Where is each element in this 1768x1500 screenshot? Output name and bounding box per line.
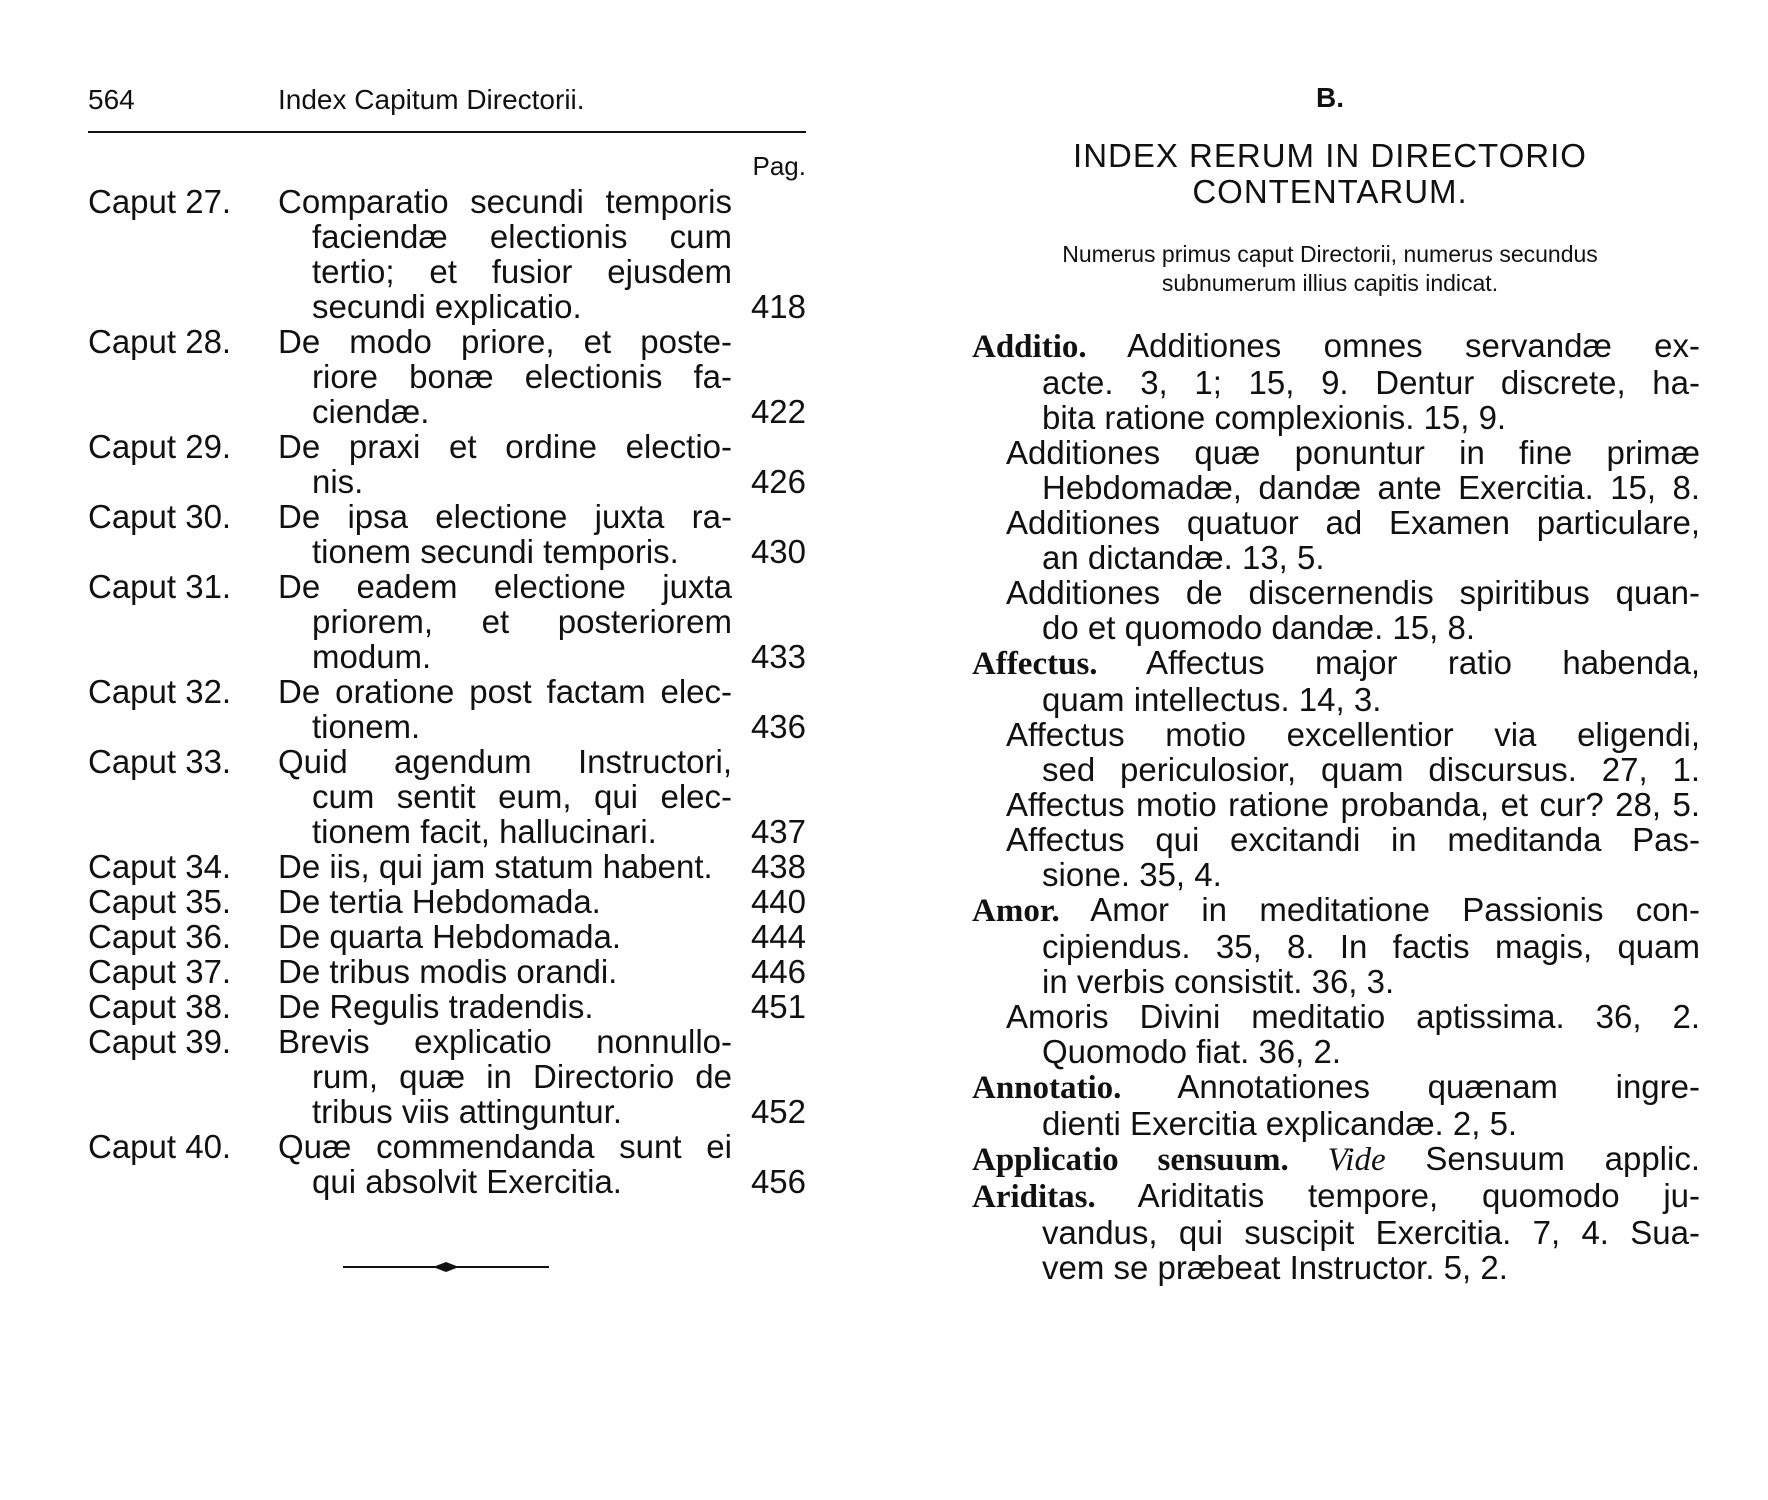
index-continuation-line [972, 365, 1700, 400]
chapter-title [278, 919, 732, 954]
index-text: Amor in meditatione Passionis con- [1059, 891, 1700, 928]
index-cross-reference-word: Vide [1288, 1142, 1386, 1178]
chapter-entry [88, 1129, 806, 1199]
chapter-title-line: qui absolvit Exercitia. [312, 1163, 622, 1200]
chapter-number: Caput 40. [88, 1128, 232, 1165]
index-text: Ariditatis tempore, quomodo ju- [1095, 1177, 1700, 1214]
chapter-number: Caput 37. [88, 953, 232, 990]
chapter-page-number: 456 [750, 1163, 806, 1200]
chapter-page-number: 446 [750, 953, 806, 990]
chapter-page-number: 444 [750, 918, 806, 955]
chapter-number: Caput 36. [88, 918, 232, 955]
chapter-number: Caput 30. [88, 498, 232, 535]
index-continuation-line [972, 610, 1700, 645]
chapter-page-number: 426 [750, 463, 806, 500]
chapter-title [278, 1024, 732, 1129]
chapter-entry [88, 1024, 806, 1129]
chapter-title [278, 184, 732, 324]
index-text: Sensuum applic. [1385, 1140, 1701, 1177]
index-entry-line [972, 1141, 1700, 1178]
index-continuation-line [972, 470, 1700, 505]
chapter-title [278, 674, 732, 744]
chapter-page-number: 451 [750, 988, 806, 1025]
chapter-title-line: tionem facit, hallucinari. [312, 813, 657, 850]
chapter-title-line: De quarta Hebdomada. [278, 918, 622, 955]
chapter-title-line: De oratione post factam elec- [278, 673, 732, 710]
index-text: vem se præbeat Instructor. 5, 2. [1042, 1249, 1508, 1286]
chapter-title-line: modum. [312, 638, 432, 675]
index-subtitle-line: Numerus primus caput Directorii, numerus secundus [1062, 241, 1598, 267]
chapter-title-line: tribus viis attinguntur. [312, 1093, 622, 1130]
chapter-entry [88, 884, 806, 919]
chapter-title-line: De eadem electione juxta [278, 568, 732, 605]
index-text: cipiendus. 35, 8. In factis magis, quam [1042, 928, 1700, 965]
chapter-page-number: 436 [750, 708, 806, 745]
chapter-number: Caput 28. [88, 323, 232, 360]
index-text: Amoris Divini meditatio aptissima. 36, 2. [1006, 998, 1700, 1035]
chapter-title-line: De tribus modis orandi. [278, 953, 618, 990]
chapter-entry [88, 184, 806, 324]
index-continuation-line [972, 787, 1700, 822]
chapter-page-number: 422 [750, 393, 806, 430]
index-text: quam intellectus. 14, 3. [1042, 681, 1382, 718]
header-rule [88, 131, 806, 133]
chapter-title-line: Brevis explicatio nonnullo- [278, 1023, 732, 1060]
subject-index-list [972, 328, 1700, 1285]
chapter-page-number: 438 [750, 848, 806, 885]
page-number: 564 [88, 84, 135, 115]
index-entry-line [972, 328, 1700, 365]
index-text: sed periculosior, quam discursus. 27, 1. [1042, 751, 1700, 788]
chapter-entry [88, 989, 806, 1024]
chapter-number: Caput 27. [88, 183, 232, 220]
chapter-title-line: priorem, et posteriorem [312, 603, 732, 640]
chapter-title-line: Quid agendum Instructori, [278, 743, 732, 780]
index-continuation-line [972, 929, 1700, 964]
index-text: Additiones quatuor ad Examen particulare, [1006, 504, 1700, 541]
chapter-entry [88, 569, 806, 674]
index-text: Additiones omnes servandæ ex- [1086, 327, 1700, 364]
index-continuation-line [972, 857, 1700, 892]
index-text: Hebdomadæ, dandæ ante Exercitia. 15, 8. [1042, 469, 1700, 506]
chapter-title-line: faciendæ electionis cum [312, 218, 732, 255]
index-headword: Affectus. [972, 646, 1098, 682]
index-entry-line [972, 645, 1700, 682]
index-headword: Annotatio. [972, 1070, 1122, 1106]
chapter-entry [88, 429, 806, 499]
chapter-page-number: 437 [750, 813, 806, 850]
index-continuation-line [972, 1250, 1700, 1285]
index-headword: Applicatio sensuum. [972, 1142, 1289, 1178]
chapter-title-line: De praxi et ordine electio- [278, 428, 732, 465]
index-text: Additiones de discernendis spiritibus quan- [1006, 574, 1700, 611]
index-text: in verbis consistit. 36, 3. [1042, 963, 1395, 1000]
chapter-title-line: Quæ commendanda sunt ei [278, 1128, 732, 1165]
chapter-title-line: De modo priore, et poste- [278, 323, 732, 360]
index-continuation-line [972, 999, 1700, 1034]
index-text: dienti Exercitia explicandæ. 2, 5. [1042, 1105, 1518, 1142]
chapter-index-list [88, 184, 806, 1199]
index-title [960, 138, 1700, 210]
index-continuation-line [972, 682, 1700, 717]
index-continuation-line [972, 505, 1700, 540]
index-text: Annotationes quænam ingre- [1121, 1068, 1700, 1105]
chapter-title-line: Comparatio secundi temporis [278, 183, 732, 220]
chapter-title [278, 429, 732, 499]
index-text: bita ratione complexionis. 15, 9. [1042, 399, 1507, 436]
chapter-title-line: De ipsa electione juxta ra- [278, 498, 732, 535]
chapter-title [278, 884, 732, 919]
chapter-title [278, 1129, 732, 1199]
chapter-entry [88, 674, 806, 744]
chapter-entry [88, 849, 806, 884]
chapter-page-number: 418 [750, 288, 806, 325]
chapter-title-line: cum sentit eum, qui elec- [312, 778, 732, 815]
chapter-number: Caput 33. [88, 743, 232, 780]
chapter-title-line: nis. [312, 463, 364, 500]
chapter-number: Caput 39. [88, 1023, 232, 1060]
index-title-line: INDEX RERUM IN DIRECTORIO [1073, 137, 1587, 174]
index-title-line: CONTENTARUM. [1192, 173, 1468, 210]
index-continuation-line [972, 435, 1700, 470]
chapter-title [278, 954, 732, 989]
chapter-title-line: tionem. [312, 708, 421, 745]
chapter-entry [88, 324, 806, 429]
index-entry-line [972, 1178, 1700, 1215]
end-ornament [343, 1260, 549, 1274]
index-text: sione. 35, 4. [1042, 856, 1222, 893]
index-continuation-line [972, 400, 1700, 435]
index-subtitle-line: subnumerum illius capitis indicat. [1161, 270, 1499, 296]
chapter-number: Caput 35. [88, 883, 232, 920]
chapter-page-number: 440 [750, 883, 806, 920]
index-text: Quomodo fiat. 36, 2. [1042, 1033, 1342, 1070]
index-continuation-line [972, 540, 1700, 575]
chapter-title-line: ciendæ. [312, 393, 430, 430]
chapter-number: Caput 34. [88, 848, 232, 885]
index-text: acte. 3, 1; 15, 9. Dentur discrete, ha- [1042, 364, 1700, 401]
index-continuation-line [972, 1034, 1700, 1069]
chapter-page-number: 433 [750, 638, 806, 675]
index-continuation-line [972, 717, 1700, 752]
chapter-title-line: De tertia Hebdomada. [278, 883, 601, 920]
chapter-title [278, 744, 732, 849]
chapter-entry [88, 499, 806, 569]
index-continuation-line [972, 752, 1700, 787]
index-continuation-line [972, 1215, 1700, 1250]
chapter-title [278, 324, 732, 429]
running-title: Index Capitum Directorii. [278, 84, 585, 115]
chapter-entry [88, 954, 806, 989]
index-text: do et quomodo dandæ. 15, 8. [1042, 609, 1475, 646]
index-continuation-line [972, 1106, 1700, 1141]
chapter-title-line: riore bonæ electionis fa- [312, 358, 732, 395]
chapter-title-line: De Regulis tradendis. [278, 988, 594, 1025]
chapter-page-number: 430 [750, 533, 806, 570]
pag-column-label: Pag. [752, 151, 806, 181]
chapter-title-line: tertio; et fusior ejusdem [312, 253, 732, 290]
index-headword: Ariditas. [972, 1179, 1096, 1215]
index-continuation-line [972, 575, 1700, 610]
index-subtitle [960, 240, 1700, 298]
index-text: Additiones quæ ponuntur in fine primæ [1006, 434, 1700, 471]
section-letter: B. [1316, 82, 1344, 113]
chapter-title-line: rum, quæ in Directorio de [312, 1058, 732, 1095]
index-text: an dictandæ. 13, 5. [1042, 539, 1325, 576]
index-text: Affectus motio excellentior via eligendi, [1006, 716, 1700, 753]
chapter-title [278, 569, 732, 674]
chapter-title-line: tionem secundi temporis. [312, 533, 679, 570]
index-text: Affectus motio ratione probanda, et cur? 28, 5. [1006, 786, 1700, 823]
running-head [88, 82, 806, 118]
index-text: vandus, qui suscipit Exercitia. 7, 4. Sua- [1042, 1214, 1700, 1251]
chapter-entry [88, 919, 806, 954]
chapter-number: Caput 31. [88, 568, 232, 605]
index-text: Affectus qui excitandi in meditanda Pas- [1006, 821, 1700, 858]
chapter-title-line: secundi explicatio. [312, 288, 582, 325]
chapter-title [278, 989, 732, 1024]
index-text: Affectus major ratio habenda, [1097, 644, 1700, 681]
chapter-number: Caput 32. [88, 673, 232, 710]
right-page [960, 0, 1700, 1500]
chapter-title-line: De iis, qui jam statum habent. [278, 848, 713, 885]
left-page [0, 0, 840, 1500]
chapter-title [278, 849, 732, 884]
chapter-number: Caput 29. [88, 428, 232, 465]
chapter-entry [88, 744, 806, 849]
index-headword: Amor. [972, 893, 1060, 929]
index-entry-line [972, 892, 1700, 929]
chapter-page-number: 452 [750, 1093, 806, 1130]
chapter-number: Caput 38. [88, 988, 232, 1025]
index-headword: Additio. [972, 329, 1087, 365]
index-continuation-line [972, 822, 1700, 857]
index-entry-line [972, 1069, 1700, 1106]
index-continuation-line [972, 964, 1700, 999]
chapter-title [278, 499, 732, 569]
